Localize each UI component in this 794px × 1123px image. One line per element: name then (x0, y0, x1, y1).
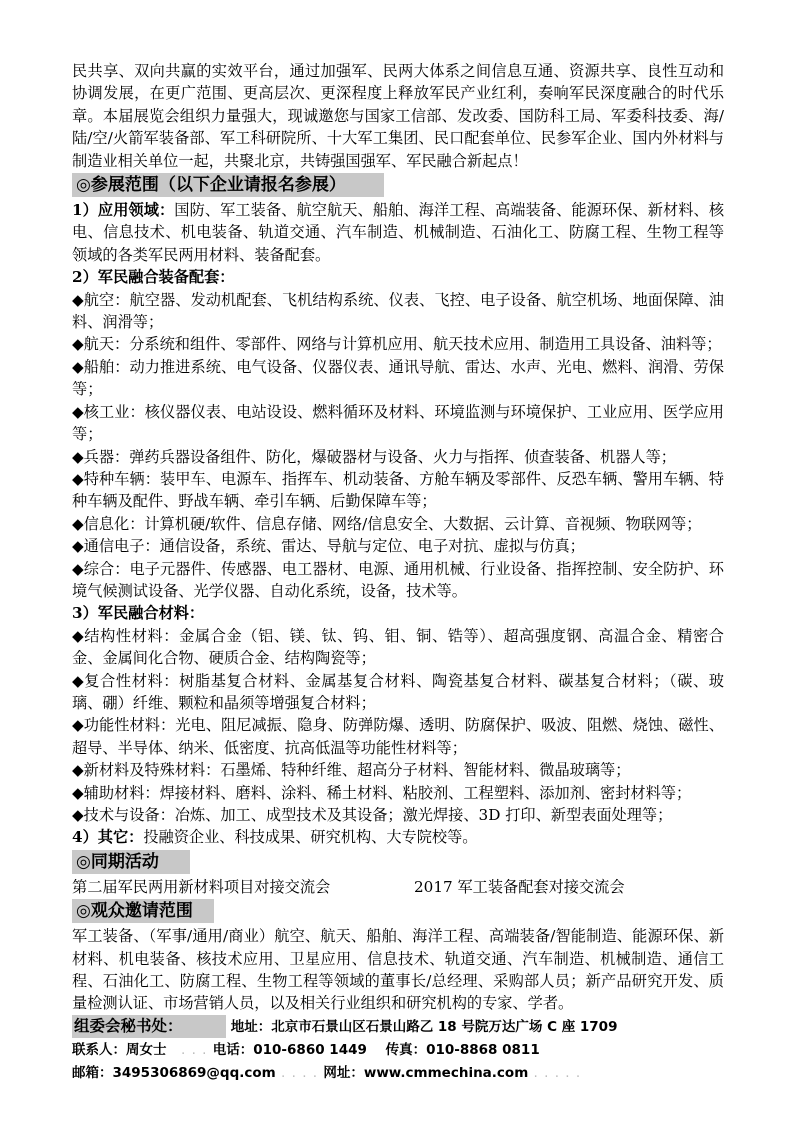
fax-label: 传真： (385, 1041, 427, 1058)
equip-item-general: ◆综合：电子元器件、传感器、电工器材、电源、通用机械、行业设备、指挥控制、安全防护、环境气候测试设备、光学仪器、自动化系统，设备，技术等。 (72, 559, 724, 600)
scope-heading: ◎参展范围（以下企业请报名参展） (72, 173, 384, 197)
scope-other-label: 4）其它： (72, 828, 144, 847)
email-link[interactable]: 3495306869@qq.com (112, 1064, 276, 1081)
equip-item-telecom: ◆通信电子：通信设备，系统、雷达、导航与定位、电子对抗、虚拟与仿真； (72, 537, 585, 556)
equip-item-space: ◆航天：分系统和组件、零部件、网络与计算机应用、航天技术应用、制造用工具设备、油料等； (72, 335, 722, 354)
scope-other-text: 投融资企业、科技成果、研究机构、大专院校等。 (143, 828, 478, 847)
events-row (72, 876, 724, 898)
person-value: 周女士 (126, 1041, 167, 1058)
material-item-composite: ◆复合性材料：树脂基复合材料、金属基复合材料、陶瓷基复合材料、碳基复合材料；（碳、玻璃、硼）纤维、颗粒和晶须等增强复合材料； (72, 671, 724, 712)
dots-spacer: . . . (166, 1041, 213, 1058)
scope-application-label: 1）应用领域： (72, 201, 175, 220)
intro-paragraph: 民共享、双向共赢的实效平台，通过加强军、民两大体系之间信息互通、资源共享、良性互动和协调发展，在更广范围、更高层次、更深程度上释放军民产业红利，奏响军民深度融合的时代乐章。本届展览会组织力量强大，现诚邀您与国家工信部、发改委、国防科工局、军委科技委、海/陆/空/火箭军装备部、军工科研院所、十大军工集团、民口配套单位、民参军企业、国内外材料与制造业相关单位一起，共聚北京，共铸强国强军、军民融合新起点！ (72, 62, 724, 170)
contact-line-email (72, 1062, 724, 1085)
scope-other (72, 826, 724, 848)
dots-spacer: . . . . . (528, 1064, 582, 1081)
equip-item-weapons: ◆兵器：弹药兵器设备组件、防化，爆破器材与设备、火力与指挥、侦查装备、机器人等； (72, 447, 676, 466)
contact-line-address (72, 1015, 724, 1039)
contact-line-phone (72, 1039, 724, 1062)
equip-item-informatization: ◆信息化：计算机硬/软件、信息存储、网络/信息安全、大数据、云计算、音视频、物联网等； (72, 514, 702, 533)
material-item-structural: ◆结构性材料：金属合金（铝、镁、钛、钨、钼、铜、锆等）、超高强度钢、高温合金、精密合金、金属间化合物、硬质合金、结构陶瓷等； (72, 626, 724, 668)
dots-spacer: . . . . (275, 1064, 324, 1081)
audience-heading: ◎观众邀请范围 (72, 899, 214, 923)
equip-item-ship: ◆船舶：动力推进系统、电气设备、仪器仪表、通讯导航、雷达、水声、光电、燃料、润滑、劳保等； (72, 357, 724, 399)
scope-application (72, 199, 724, 266)
scope-application-text: 国防、军工装备、航空航天、船舶、海洋工程、高端装备、能源环保、新材料、核电、信息技术、机电装备、轨道交通、汽车制造、机械制造、石油化工、防腐工程、生物工程等领域的各类军民两用材料、装备配套。 (72, 201, 725, 264)
person-label: 联系人： (72, 1041, 126, 1058)
material-item-functional: ◆功能性材料：光电、阻尼减振、隐身、防弹防爆、透明、防腐保护、吸波、阻燃、烧蚀、磁性、超导、半导体、纳米、低密度、抗高低温等功能性材料等； (72, 716, 724, 757)
phone-value[interactable]: 010-6860 1449 (253, 1041, 367, 1058)
material-item-technology: ◆技术与设备：冶炼、加工、成型技术及其设备；激光焊接、3D 打印、新型表面处理等； (72, 806, 673, 824)
brochure-page (72, 60, 724, 1085)
event-right: 2017 军工装备配套对接交流会 (414, 877, 625, 896)
audience-text: 军工装备、（军事/通用/商业）航空、航天、船舶、海洋工程、高端装备/智能制造、能源环保、新材料、机电装备、核技术应用、卫星应用、信息技术、轨道交通、汽车制造、机械制造、通信工程、石油化工、防腐工程、生物工程等领域的董事长/总经理、采购部人员；新产品研究开发、质量检测认证、市场营销人员，以及相关行业组织和研究机构的专家、学者。 (72, 927, 724, 1013)
event-left: 第二届军民两用新材料项目对接交流会 (72, 877, 331, 896)
web-label: 网址： (323, 1064, 364, 1081)
secretariat-label: 组委会秘书处： (72, 1015, 226, 1038)
scope-materials-label: 3）军民融合材料： (72, 604, 205, 623)
equip-item-nuclear: ◆核工业：核仪器仪表、电站设设、燃料循环及材料、环境监测与环境保护、工业应用、医学应用等； (72, 402, 724, 444)
equip-item-aviation: ◆航空：航空器、发动机配套、飞机结构系统、仪表、飞控、电子设备、航空机场、地面保障、油料、润滑等； (72, 290, 724, 332)
material-item-auxiliary: ◆辅助材料：焊接材料、磨料、涂料、稀土材料、粘胶剂、工程塑料、添加剂、密封材料等； (72, 783, 692, 802)
web-link[interactable]: www.cmmechina.com (363, 1064, 529, 1081)
equip-item-vehicles: ◆特种车辆：装甲车、电源车、指挥车、机动装备、方舱车辆及零部件、反恐车辆、警用车辆、特种车辆及配件、野战车辆、牵引车辆、后勤保障车等； (72, 469, 724, 511)
material-item-new: ◆新材料及特殊材料：石墨烯、特种纤维、超高分子材料、智能材料、微晶玻璃等； (72, 761, 631, 780)
scope-equipment-label: 2）军民融合装备配套： (72, 268, 235, 287)
address-label: 地址： (230, 1018, 272, 1035)
fax-value: 010-8868 0811 (426, 1041, 540, 1058)
address-value: 北京市石景山区石景山路乙 18 号院万达广场 C 座 1709 (271, 1018, 618, 1035)
email-label: 邮箱： (72, 1064, 113, 1081)
events-heading: ◎同期活动 (72, 850, 190, 874)
phone-label: 电话： (212, 1041, 254, 1058)
